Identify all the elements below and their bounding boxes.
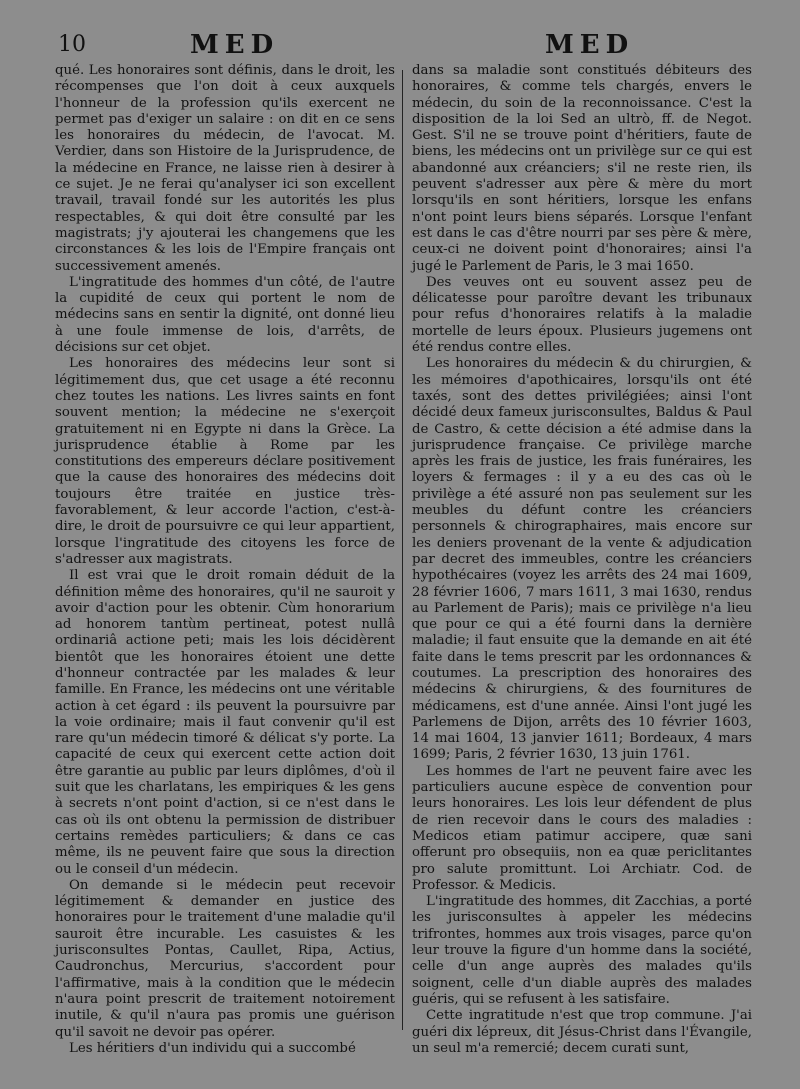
paragraph: Les honoraires des médecins leur sont si légitimement dus, que cet usage a été reconnu chez toutes les nations. Les livres saints en font souvent mention; la médecine ne s'exerçoit gratuitement ni en Egypte ni dans la Grèce. La jurisprudence établie à Rome par les constitutions des empereurs déclare positivement que la cause des honoraires des médecins doit toujours être traitée en justice très-favorablement, & leur accorde l'action, c'est-à-dire, le droit de poursuivre ce qui leur appartient, lorsque l'ingratitude des citoyens les force de s'adresser aux magistrats. xyxy=(55,356,395,567)
running-head-left: MED xyxy=(190,30,280,60)
paragraph: Cette ingratitude n'est que trop commune. J'ai guéri dix lépreux, dit Jésus-Christ dans l'Évangile, un seul m'a remercié; decem curati sunt, xyxy=(412,1008,752,1056)
paragraph: dans sa maladie sont constitués débiteurs des honoraires, & comme tels chargés, envers le médecin, du soin de la reconnoissance. C'est la disposition de la loi Sed an ultrò, ff. de Negot. Gest. S'il ne se trouve point d'héritiers, faute de biens, les médecins ont un privilège sur ce qui est abandonné aux créanciers; s'il ne reste rien, ils peuvent s'adresser aux père & mère du mort lorsqu'ils en sont héritiers, lorsque les enfans n'ont point leurs biens séparés. Lorsque l'enfant est dans le cas d'être nourri par ses père & mère, ceux-ci ne doivent point d'honoraires; ainsi l'a jugé le Parlement de Paris, le 3 mai 1650. xyxy=(412,63,752,274)
paragraph: Il est vrai que le droit romain déduit de la définition même des honoraires, qu'il ne sauroit y avoir d'action pour les obtenir. Cùm honorarium ad honorem tantùm pertineat, potest nullâ ordinariâ actione peti; mais les lois décidèrent bientôt que les honoraires étoient une dette d'honneur contractée par les malades & leur famille. En France, les médecins ont une véritable action à cet égard : ils peuvent la poursuivre par la voie ordinaire; mais il faut convenir qu'il est rare qu'un médecin timoré & délicat s'y porte. La capacité de ceux qui exercent cette action doit être garantie au public par leurs diplômes, d'où il suit que les charlatans, les empiriques & les gens à secrets n'ont point d'action, si ce n'est dans le cas où ils ont obtenu la permission de distribuer certains remèdes particuliers; & dans ce cas même, ils ne peuvent faire que sous la direction ou le conseil d'un médecin. xyxy=(55,568,395,877)
page-header xyxy=(0,30,800,66)
paragraph: Les hommes de l'art ne peuvent faire avec les particuliers aucune espèce de convention pour leurs honoraires. Les lois leur défendent de plus de rien recevoir dans le cours des maladies : Medicos etiam patimur accipere, quæ sani offerunt pro obsequiis, non ea quæ periclitantes pro salute promittunt. Loi Archiatr. Cod. de Professor. & Medicis. xyxy=(412,763,752,893)
paragraph: Des veuves ont eu souvent assez peu de délicatesse pour paroître devant les tribunaux pour refus d'honoraires relatifs à la maladie mortelle de leurs époux. Plusieurs jugemens ont été rendus contre elles. xyxy=(412,274,752,356)
column-divider xyxy=(402,70,403,1030)
paragraph: qué. Les honoraires sont définis, dans le droit, les récompenses que l'on doit à ceux auxquels l'honneur de la profession qu'ils exercent ne permet pas d'exiger un salaire : on dit en ce sens les honoraires du médecin, de l'avocat. M. Verdier, dans son Histoire de la Jurisprudence, de la médecine en France, ne laisse rien à desirer à ce sujet. Je ne ferai qu'analyser ici son excellent travail, travail fondé sur les autorités les plus respectables, & qui doit être consulté par les magistrats; j'y ajouterai les changemens que les circonstances & les lois de l'Empire français ont successivement amenés. xyxy=(55,63,395,274)
paragraph: L'ingratitude des hommes, dit Zacchias, a porté les jurisconsultes à appeler les médecins trifrontes, hommes aux trois visages, parce qu'on leur trouve la figure d'un homme dans la société, celle d'un ange auprès des malades qu'ils soignent, celle d'un diable auprès des malades guéris, qui se refusent à les satisfaire. xyxy=(412,894,752,1007)
page-number: 10 xyxy=(58,32,86,57)
paragraph: Les héritiers d'un individu qui a succombé xyxy=(69,1040,356,1056)
right-column xyxy=(412,63,752,1057)
paragraph: On demande si le médecin peut recevoir légitimement & demander en justice des honoraires pour le traitement d'une maladie qu'il sauroit être incurable. Les casuistes & les jurisconsultes Pontas, Caullet, Ripa, Actius, Caudronchus, Mercurius, s'accordent pour l'affirmative, mais à la condition que le médecin n'aura point prescrit de traitement notoirement inutile, & qu'il n'aura pas promis une guérison qu'il savoit ne devoir pas opérer. xyxy=(55,877,395,1040)
running-head-right: MED xyxy=(545,30,635,60)
paragraph: L'ingratitude des hommes d'un côté, de l'autre la cupidité de ceux qui portent le nom de médecins sans en sentir la dignité, ont donné lieu à une foule immense de lois, d'arrêts, de décisions sur cet objet. xyxy=(55,274,395,356)
paragraph: Les honoraires du médecin & du chirurgien, & les mémoires d'apothicaires, lorsqu'ils ont été taxés, sont des dettes privilégiées; ainsi l'ont décidé deux fameux jurisconsultes, Baldus & Paul de Castro, & cette décision a été admise dans la jurisprudence française. Ce privilège marche après les frais de justice, les frais funéraires, les loyers & fermages : il y a eu des cas où le privilège a été assuré non pas seulement sur les meubles du défunt contre les créanciers personnels & chirographaires, mais encore sur les deniers provenant de la vente & adjudication par decret des immeubles, contre les créanciers hypothécaires (voyez les arrêts des 24 mai 1609, 28 février 1606, 7 mars 1611, 3 mai 1630, rendus au Parlement de Paris); mais ce privilège n'a lieu que pour ce qui a été fourni dans la dernière maladie; il faut ensuite que la demande en ait été faite dans le tems prescrit par les ordonnances & coutumes. La prescription des honoraires des médecins & chirurgiens, & des fournitures de médicamens, est d'une année. Ainsi l'ont jugé les Parlemens de Dijon, arrêts des 10 février 1603, 14 mai 1604, 13 janvier 1611; Bordeaux, 4 mars 1699; Paris, 2 février 1630, 13 juin 1761. xyxy=(412,356,752,763)
left-column xyxy=(55,63,395,1057)
